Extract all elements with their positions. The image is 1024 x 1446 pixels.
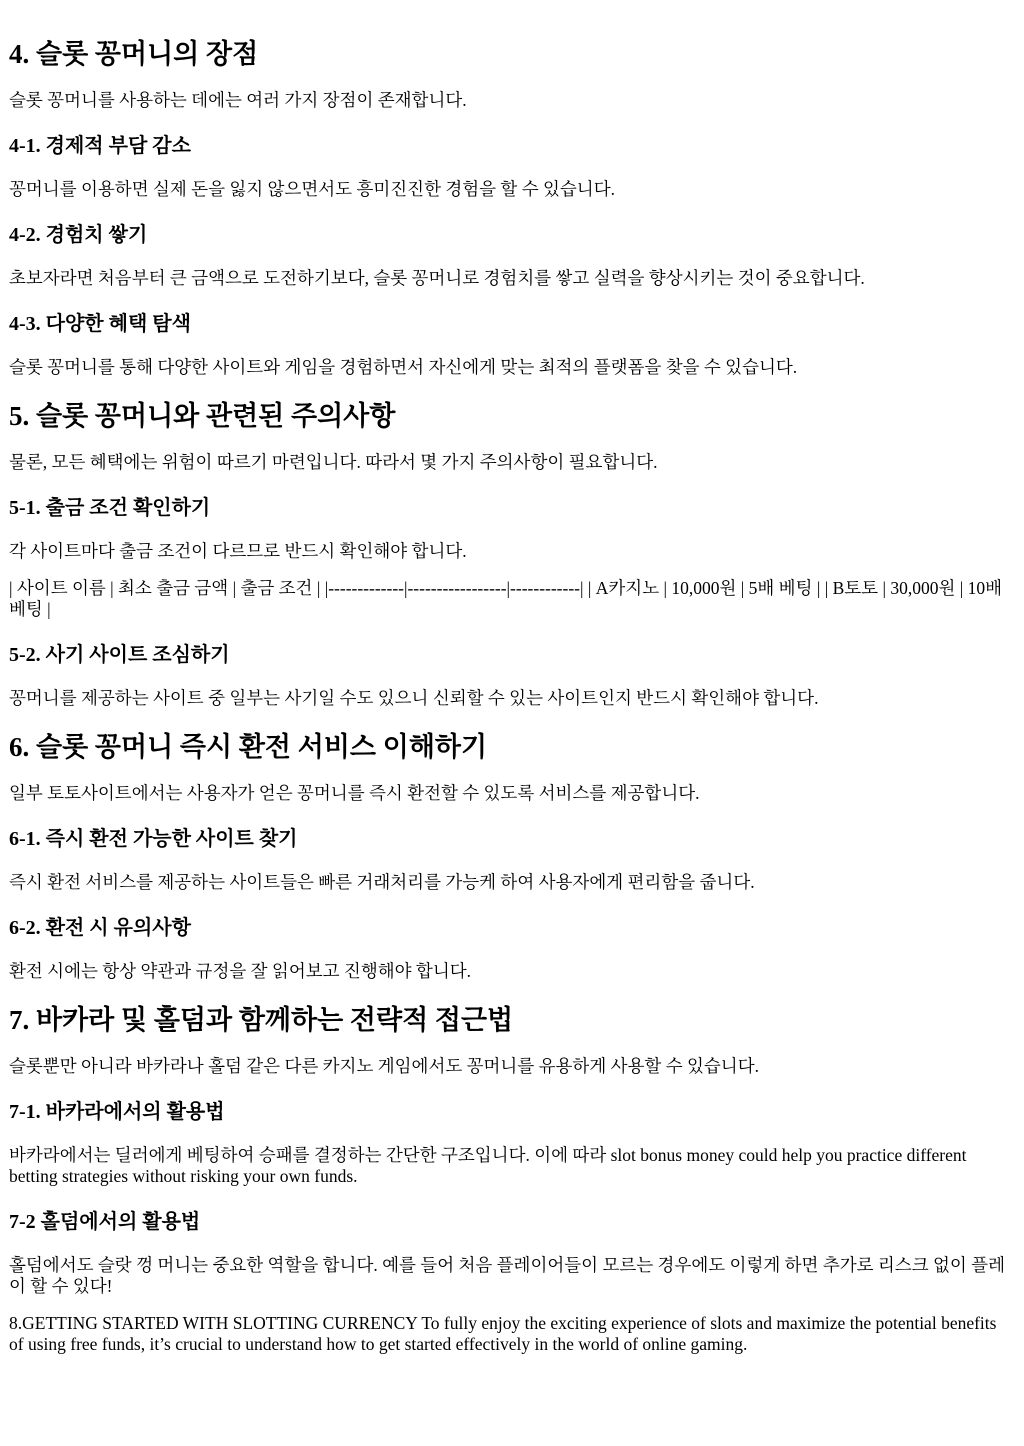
- subsection-6-1-text: 즉시 환전 서비스를 제공하는 사이트들은 빠른 거래처리를 가능케 하여 사용자에게 편리함을 줍니다.: [9, 872, 755, 892]
- subsection-6-2-text: 환전 시에는 항상 약관과 규정을 잘 읽어보고 진행해야 합니다.: [9, 961, 471, 981]
- section-4-heading: 4. 슬롯 꽁머니의 장점: [9, 39, 259, 69]
- subsection-7-1-text: 바카라에서는 딜러에게 베팅하여 승패를 결정하는 간단한 구조입니다. 이에 따라 slot bonus money could help you practice different betting strategies without risking your own funds.: [9, 1145, 967, 1186]
- subsection-4-2-text: 초보자라면 처음부터 큰 금액으로 도전하기보다, 슬롯 꽁머니로 경험치를 쌓고 실력을 향상시키는 것이 중요합니다.: [9, 268, 865, 288]
- subsection-6-1-heading: 6-1. 즉시 환전 가능한 사이트 찾기: [9, 828, 298, 850]
- subsection-5-1-heading: 5-1. 출금 조건 확인하기: [9, 497, 211, 519]
- section-6-intro: 일부 토토사이트에서는 사용자가 얻은 꽁머니를 즉시 환전할 수 있도록 서비스를 제공합니다.: [9, 783, 700, 803]
- subsection-6-2-heading: 6-2. 환전 시 유의사항: [9, 917, 191, 939]
- section-6-heading: 6. 슬롯 꽁머니 즉시 환전 서비스 이해하기: [9, 732, 488, 762]
- withdrawal-table-text: | 사이트 이름 | 최소 출금 금액 | 출금 조건 | |-------------|-----------------|------------| | A카지노 | 10,000원 | 5배 베팅 | | B토토 | 30,000원 | 10배 베팅 |: [9, 578, 1003, 619]
- subsection-4-1-text: 꽁머니를 이용하면 실제 돈을 잃지 않으면서도 흥미진진한 경험을 할 수 있습니다.: [9, 179, 615, 199]
- subsection-4-3-heading: 4-3. 다양한 혜택 탐색: [9, 313, 191, 335]
- section-7-intro: 슬롯뿐만 아니라 바카라나 홀덤 같은 다른 카지노 게임에서도 꽁머니를 유용하게 사용할 수 있습니다.: [9, 1056, 759, 1076]
- subsection-7-1-heading: 7-1. 바카라에서의 활용법: [9, 1101, 225, 1123]
- subsection-4-1-heading: 4-1. 경제적 부담 감소: [9, 135, 191, 157]
- subsection-4-2-heading: 4-2. 경험치 쌓기: [9, 224, 148, 246]
- subsection-4-3-text: 슬롯 꽁머니를 통해 다양한 사이트와 게임을 경험하면서 자신에게 맞는 최적의 플랫폼을 찾을 수 있습니다.: [9, 357, 798, 377]
- subsection-5-2-heading: 5-2. 사기 사이트 조심하기: [9, 644, 230, 666]
- subsection-5-2-text: 꽁머니를 제공하는 사이트 중 일부는 사기일 수도 있으니 신뢰할 수 있는 사이트인지 반드시 확인해야 합니다.: [9, 688, 819, 708]
- section-5-heading: 5. 슬롯 꽁머니와 관련된 주의사항: [9, 401, 396, 431]
- subsection-5-1-text: 각 사이트마다 출금 조건이 다르므로 반드시 확인해야 합니다.: [9, 541, 467, 561]
- closing-paragraph: 8.GETTING STARTED WITH SLOTTING CURRENCY To fully enjoy the exciting experience of slots and maximize the potential benefits of using free funds, it’s crucial to understand how to get started effectively in the world of online gaming.: [9, 1313, 997, 1354]
- section-4-intro: 슬롯 꽁머니를 사용하는 데에는 여러 가지 장점이 존재합니다.: [9, 90, 467, 110]
- section-7-heading: 7. 바카라 및 홀덤과 함께하는 전략적 접근법: [9, 1005, 514, 1035]
- subsection-7-2-heading: 7-2 홀덤에서의 활용법: [9, 1211, 201, 1233]
- subsection-7-2-text: 홀덤에서도 슬랏 껑 머니는 중요한 역할을 합니다. 예를 들어 처음 플레이어들이 모르는 경우에도 이렇게 하면 추가로 리스크 없이 플레이 할 수 있다!: [9, 1255, 1005, 1296]
- section-5-intro: 물론, 모든 혜택에는 위험이 따르기 마련입니다. 따라서 몇 가지 주의사항이 필요합니다.: [9, 452, 658, 472]
